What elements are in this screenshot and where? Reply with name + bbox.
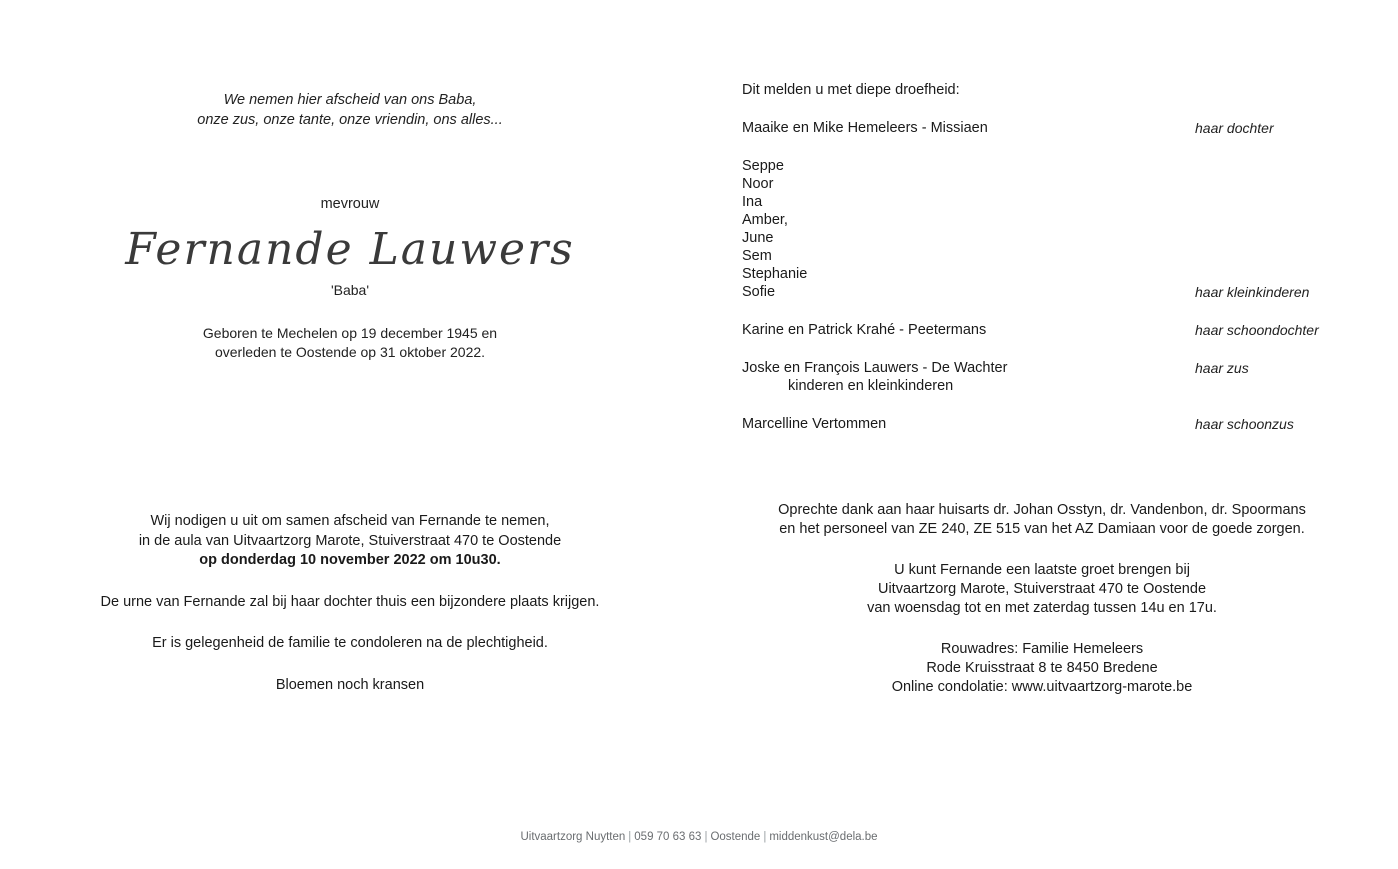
mourning-address (742, 640, 1342, 697)
visiting-paragraph (742, 561, 1342, 618)
birth-line: Geboren te Mechelen op 19 december 1945 en (202, 325, 498, 341)
family-member: Noor (742, 176, 774, 192)
family-relation: haar schoondochter (1195, 322, 1319, 338)
family-relation: haar dochter (1195, 120, 1274, 136)
family-member: Amber, (742, 212, 788, 228)
left-column (60, 0, 640, 695)
right-column (742, 0, 1342, 697)
visiting-line-3: van woensdag tot en met zaterdag tussen 14u en 17u. (867, 600, 1217, 616)
family-group (742, 321, 1342, 339)
intro-quote-line-1: We nemen hier afscheid van ons Baba, (223, 92, 477, 108)
deceased-name: Fernande Lauwers (125, 224, 575, 275)
family-member: Seppe (742, 158, 784, 174)
ceremony-invitation (60, 512, 640, 571)
urn-note: De urne van Fernande zal bij haar dochter thuis een bijzondere plaats krijgen. (100, 593, 600, 610)
family-group (742, 157, 1342, 301)
honorific: mevrouw (320, 196, 380, 212)
invitation-line-1: Wij nodigen u uit om samen afscheid van Fernande te nemen, (150, 513, 550, 529)
footer-company: Uitvaartzorg Nuytten (520, 831, 626, 843)
family-relation: haar zus (1195, 360, 1249, 376)
thanks-line-2: en het personeel van ZE 240, ZE 515 van het AZ Damiaan voor de goede zorgen. (779, 521, 1305, 537)
family-group (742, 415, 1342, 433)
family-member: Joske en François Lauwers - De Wachter (742, 360, 1008, 376)
family-member: Maaike en Mike Hemeleers - Missiaen (742, 120, 988, 136)
family-member: Sofie (742, 284, 776, 300)
footer-separator-3: | (763, 831, 767, 843)
family-list (742, 119, 1342, 433)
invitation-datetime: op donderdag 10 november 2022 om 10u30. (199, 552, 501, 568)
family-relation: haar schoonzus (1195, 416, 1294, 432)
intro-quote (60, 90, 640, 130)
invitation-line-2: in de aula van Uitvaartzorg Marote, Stuiverstraat 470 te Oostende (138, 532, 562, 549)
family-member: kinderen en kleinkinderen (788, 378, 954, 394)
nickname: 'Baba' (330, 282, 370, 298)
visiting-line-2: Uitvaartzorg Marote, Stuiverstraat 470 te Oostende (877, 581, 1207, 597)
announcement-header: Dit melden u met diepe droefheid: (742, 82, 960, 98)
family-relation: haar kleinkinderen (1195, 284, 1310, 300)
birth-death-info (60, 324, 640, 362)
thanks-line-1: Oprechte dank aan haar huisarts dr. Johan Osstyn, dr. Vandenbon, dr. Spoormans (778, 502, 1306, 518)
family-member: Marcelline Vertommen (742, 416, 887, 432)
family-member: Stephanie (742, 266, 808, 282)
online-condolence-link[interactable]: Online condolatie: www.uitvaartzorg-marote.be (891, 679, 1193, 695)
footer-email[interactable]: middenkust@dela.be (769, 831, 878, 843)
family-member: Sem (742, 248, 772, 264)
footer (0, 831, 1398, 843)
thanks-paragraph (742, 501, 1342, 539)
family-names (742, 157, 1342, 301)
condolences-note: Er is gelegenheid de familie te condoleren na de plechtigheid. (152, 635, 548, 651)
family-member: June (742, 230, 774, 246)
footer-phone: 059 70 63 63 (634, 831, 702, 843)
address-line-2: Rode Kruisstraat 8 te 8450 Bredene (926, 660, 1158, 676)
intro-quote-line-2: onze zus, onze tante, onze vriendin, ons alles... (197, 112, 503, 128)
death-line: overleden te Oostende op 31 oktober 2022. (214, 344, 486, 360)
footer-city: Oostende (710, 831, 761, 843)
family-group (742, 119, 1342, 137)
family-member: Karine en Patrick Krahé - Peetermans (742, 322, 987, 338)
visiting-line-1: U kunt Fernande een laatste groet brengen bij (894, 562, 1190, 578)
family-group (742, 359, 1342, 395)
family-names (742, 359, 1342, 395)
footer-separator-1: | (628, 831, 632, 843)
thanks-and-info (742, 501, 1342, 697)
address-line-1: Rouwadres: Familie Hemeleers (940, 641, 1144, 657)
family-member: Ina (742, 194, 763, 210)
flowers-note: Bloemen noch kransen (275, 676, 425, 693)
footer-separator-2: | (704, 831, 708, 843)
